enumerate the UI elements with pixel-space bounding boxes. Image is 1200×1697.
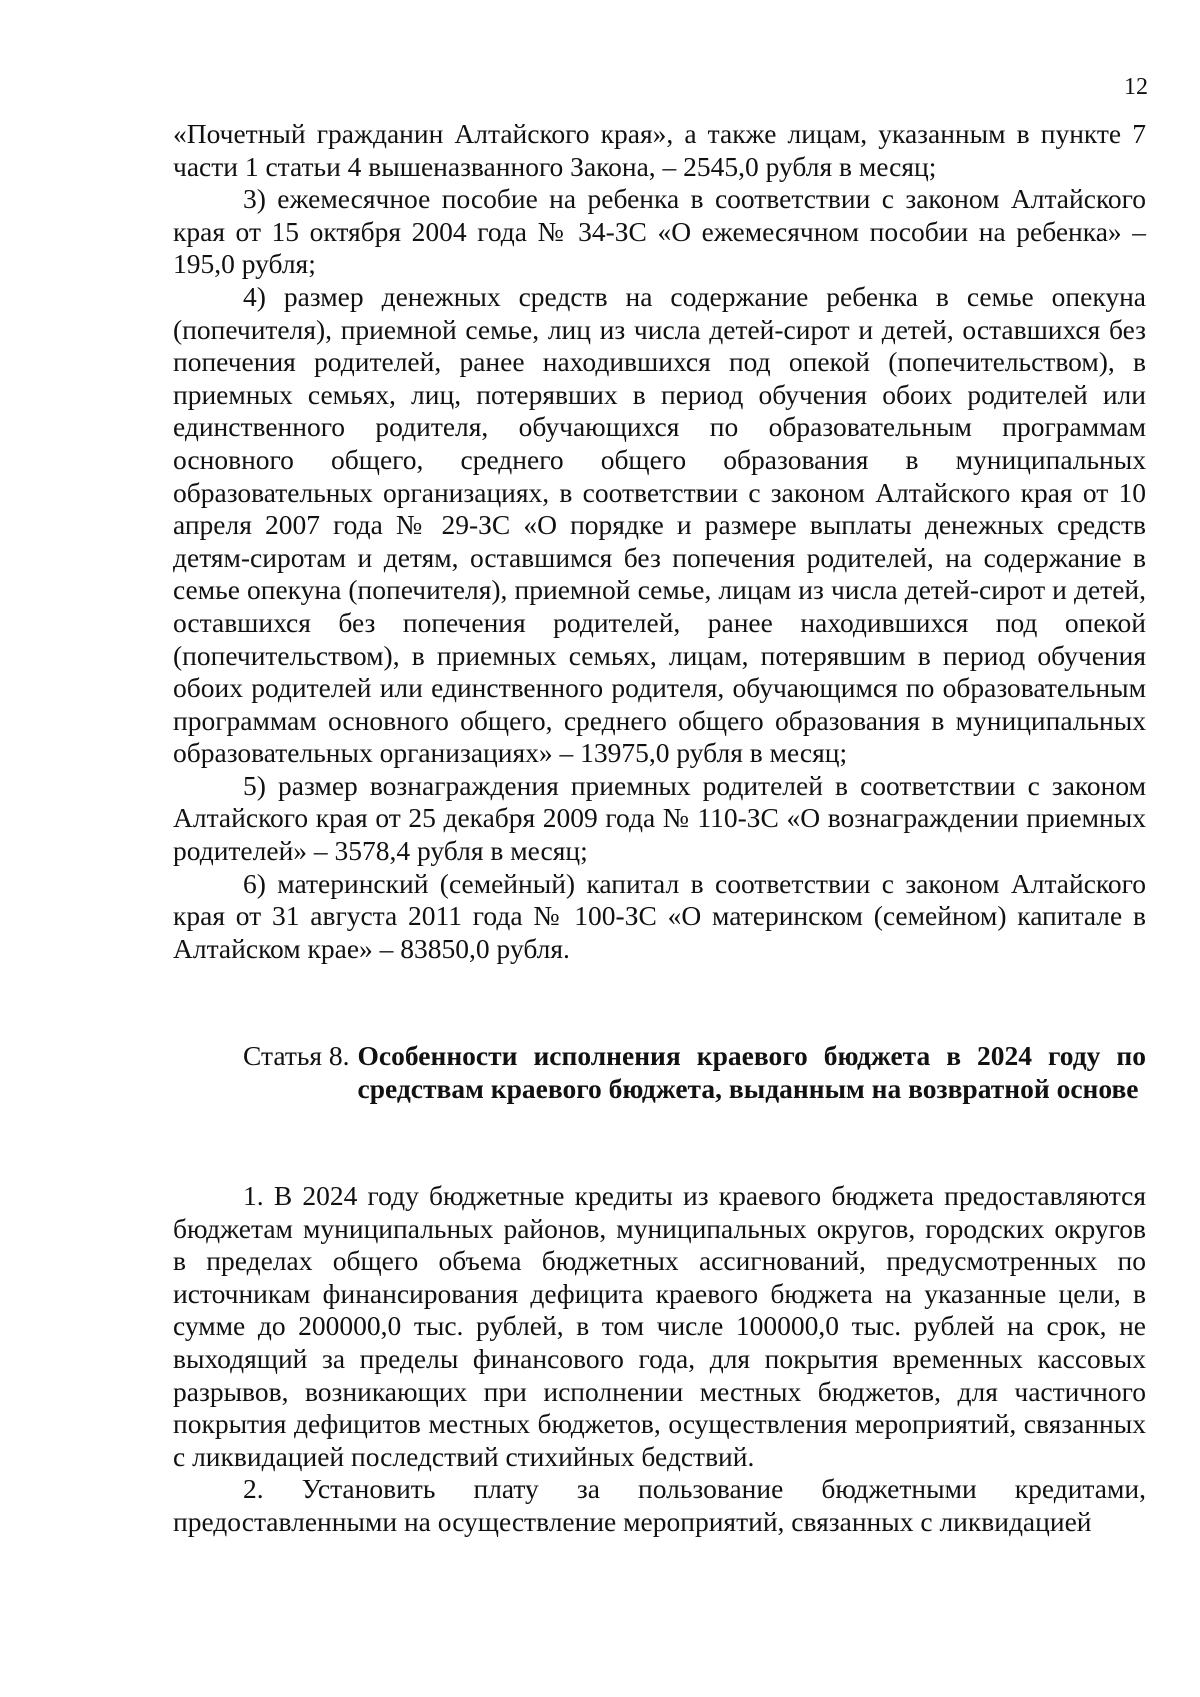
article-heading	[243, 1039, 1146, 1105]
page-number: 12	[1124, 74, 1148, 100]
paragraph-item-6: 6) материнский (семейный) капитал в соответствии с законом Алтайского края от 31 августа 2011 года № 100-ЗС «О материнском (семейном) капитале в Алтайском крае» – 83850,0 рубля.	[173, 867, 1146, 964]
paragraph-continuation: «Почетный гражданин Алтайского края», а также лицам, указанным в пункте 7 части 1 статьи 4 вышеназванного Закона, – 2545,0 рубля в месяц;	[173, 118, 1146, 182]
paragraph-point-1: 1. В 2024 году бюджетные кредиты из краевого бюджета предоставляются бюджетам муниципальных районов, муниципальных округов, городских округов в пределах общего объема бюджетных ассигнований, предусмотренных по источникам финансирования дефицита краевого бюджета на указанные цели, в сумме до 200000,0 тыс. рублей, в том числе 100000,0 тыс. рублей на срок, не выходящий за пределы финансового года, для покрытия временных кассовых разрывов, возникающих при исполнении местных бюджетов, для частичного покрытия дефицитов местных бюджетов, осуществления мероприятий, связанных с ликвидацией последствий стихийных бедствий.	[173, 1180, 1146, 1472]
paragraph-item-4: 4) размер денежных средств на содержание ребенка в семье опекуна (попечителя), приемной семье, лиц из числа детей-сирот и детей, оставшихся без попечения родителей, ранее находившихся под опекой (попечительством), в приемных семьях, лиц, потерявших в период обучения обоих родителей или единственного родителя, обучающихся по образовательным программам основного общего, среднего общего образования в муниципальных образовательных организациях, в соответствии с законом Алтайского края от 10 апреля 2007 года № 29-ЗС «О порядке и размере выплаты денежных средств детям-сиротам и детям, оставшимся без попечения родителей, на содержание в семье опекуна (попечителя), приемной семье, лицам из числа детей-сирот и детей, оставшихся без попечения родителей, ранее находившихся под опекой (попечительством), в приемных семьях, лицам, потерявшим в период обучения обоих родителей или единственного родителя, обучающимся по образовательным программам основного общего, среднего общего образования в муниципальных образовательных организациях» – 13975,0 рубля в месяц;	[173, 280, 1146, 769]
article-label: Статья 8.	[243, 1040, 350, 1071]
document-body-bottom	[173, 1180, 1146, 1539]
document-body-top	[173, 118, 1146, 965]
paragraph-item-3: 3) ежемесячное пособие на ребенка в соответствии с законом Алтайского края от 15 октября 2004 года № 34-ЗС «О ежемесячном пособии на ребенка» – 195,0 рубля;	[173, 183, 1146, 280]
article-title: Особенности исполнения краевого бюджета в 2024 году по средствам краевого бюджета, выданным на возвратной основе	[357, 1040, 1146, 1104]
paragraph-point-2: 2. Установить плату за пользование бюджетными кредитами, предоставленными на осуществление мероприятий, связанных с ликвидацией	[173, 1473, 1146, 1537]
paragraph-item-5: 5) размер вознаграждения приемных родителей в соответствии с законом Алтайского края от 25 декабря 2009 года № 110-ЗС «О вознаграждении приемных родителей» – 3578,4 рубля в месяц;	[173, 769, 1146, 867]
